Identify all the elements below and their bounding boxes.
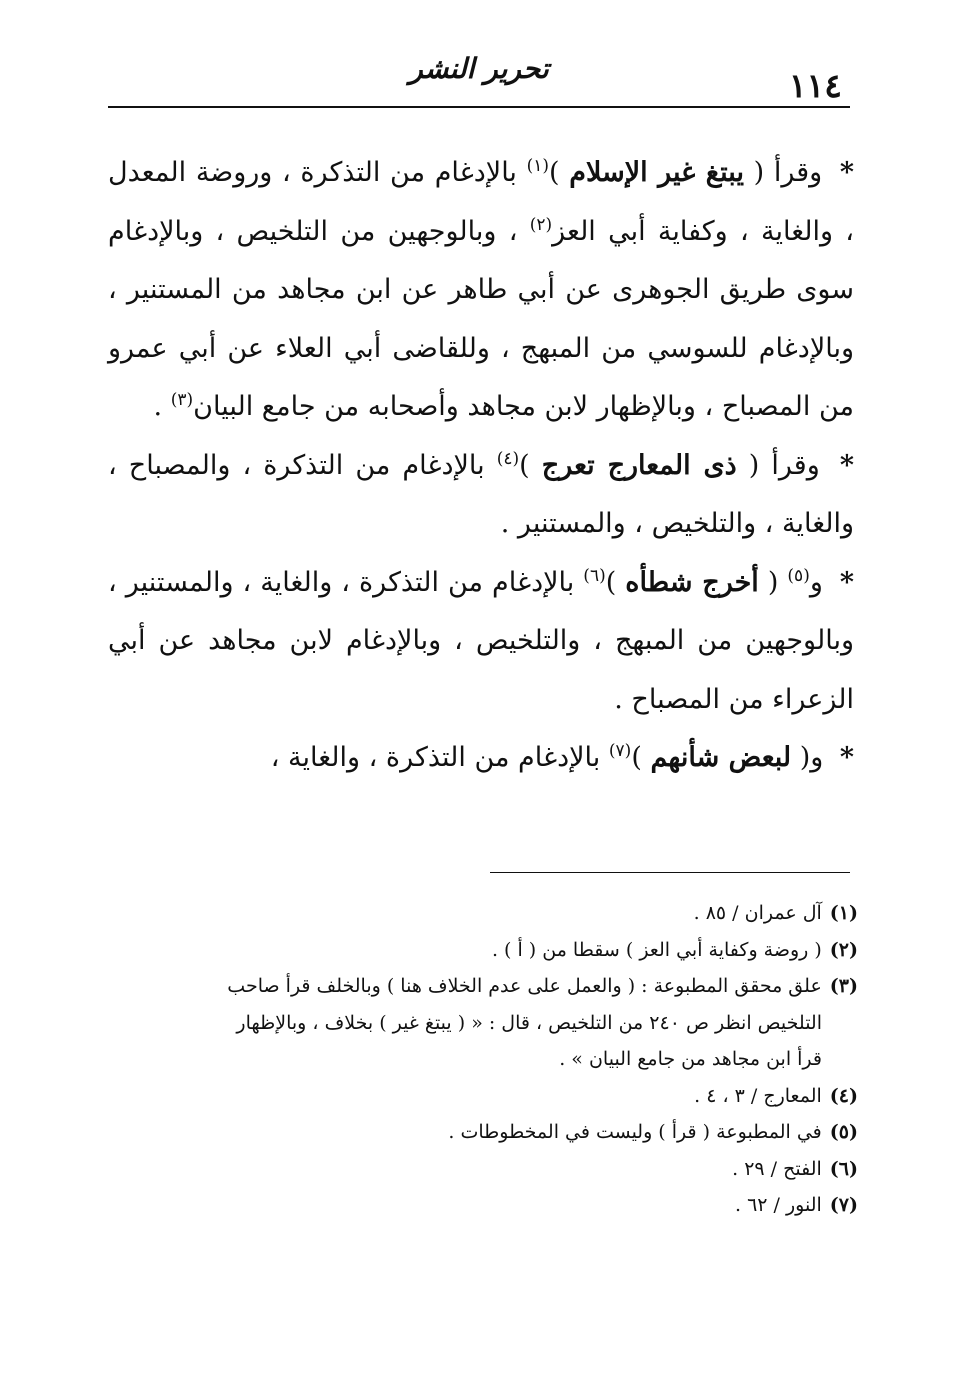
footnote-ref: (٦) <box>583 565 606 586</box>
text-run: ، وبالوجهين من التلخيص ، وبالإدغام سوى طريق الجوهرى عن أبي طاهر عن ابن مجاهد من المستنير ، وبالإدغام للسوسي من المبهج ، وللقاضى أبي العلاء عن أبي عمرو من المصباح ، وبالإظهار لابن مجاهد وأصحابه من جامع البيان <box>108 215 854 422</box>
footnote-ref: (٥) <box>787 565 810 586</box>
footnote-text: الفتح / ٢٩ . <box>732 1157 822 1180</box>
running-title: تحرير النشر <box>409 52 549 85</box>
star-marker: * <box>839 742 854 773</box>
text-run: ) <box>519 449 530 481</box>
footnote-number: (٦) <box>829 1157 858 1180</box>
quran-phrase: ذى المعارج تعرج <box>541 449 737 481</box>
footnote-number: (٤) <box>829 1084 858 1107</box>
footnote-text: المعارج / ٣ ، ٤ . <box>694 1084 822 1107</box>
text-run: وقرأ ( <box>748 449 820 481</box>
footnote-ref: (٤) <box>496 448 520 469</box>
footnote <box>108 1151 858 1188</box>
quran-phrase: لبعض شأنهم <box>650 742 792 773</box>
footnote-text: في المطبوعة ( قرأ ) وليست في المخطوطات . <box>448 1121 822 1143</box>
footnote <box>108 1114 858 1151</box>
quran-phrase: أخرج شطأه <box>625 566 759 598</box>
text-run: ) <box>631 742 642 773</box>
text-run: ) <box>605 566 617 598</box>
footnotes <box>108 895 858 1224</box>
footnote <box>108 1078 858 1115</box>
footnote-number: (٧) <box>829 1194 858 1216</box>
text-run: و( <box>799 742 824 773</box>
main-text <box>108 144 854 788</box>
text-run: ( <box>767 566 779 598</box>
text-run: و <box>809 566 823 598</box>
text-run: بالإدغام من التذكرة ، والغاية ، والمستنير ، وبالوجهين من المبهج ، والتلخيص ، وبالإدغام لابن مجاهد عن أبي الزعراء من المصباح . <box>108 566 854 715</box>
footnote <box>108 1187 858 1224</box>
paragraph-4 <box>108 729 854 788</box>
footnote-number: (٥) <box>829 1121 858 1143</box>
footnote-number: (٢) <box>829 938 858 961</box>
footnote-text: علق محقق المطبوعة : ( والعمل على عدم الخلاف هنا ) وبالخلف قرأ صاحب <box>227 975 822 997</box>
star-marker: * <box>839 449 854 481</box>
footnote-ref: (١) <box>526 156 550 176</box>
page-number: ١١٤ <box>788 66 842 105</box>
quran-phrase: يبتغ غير الإسلام <box>569 157 744 188</box>
text-run: وقرأ ( <box>753 157 823 188</box>
footnote-number: (١) <box>829 902 858 924</box>
footnote-text: ( روضة وكفاية أبي العز ) سقطا من ( أ ) . <box>491 938 822 961</box>
paragraph-3 <box>108 554 854 730</box>
text-run: ) <box>549 157 560 188</box>
footnote-ref: (٢) <box>529 214 553 235</box>
text-run: . <box>153 391 163 422</box>
footnote <box>108 932 858 969</box>
footnote-continuation: التلخيص انظر ص ٢٤٠ من التلخيص ، قال : « ( يبتغ غير ) بخلاف ، وبالإظهار <box>236 1011 822 1034</box>
header-rule <box>108 106 850 108</box>
footnote <box>108 968 858 1005</box>
text-run: بالإدغام من التذكرة ، والغاية ، <box>270 742 601 773</box>
footnote-text: النور / ٦٢ . <box>734 1194 822 1216</box>
text-run: بالإدغام من التذكرة ، والمصباح ، والغاية ، والتلخيص ، والمستنير . <box>108 449 854 539</box>
page-header <box>108 52 850 108</box>
star-marker: * <box>839 566 855 598</box>
paragraph-1 <box>108 144 854 437</box>
footnote-text: آل عمران / ٨٥ . <box>693 902 822 924</box>
star-marker: * <box>839 157 855 188</box>
footnote <box>108 895 858 932</box>
footnote-ref: (٧) <box>608 741 632 761</box>
text-run: بالإدغام من التذكرة ، وروضة المعدل ، والغاية ، وكفاية أبي العز <box>108 157 854 247</box>
footnote-ref: (٣) <box>170 390 194 410</box>
footnote-rule <box>490 872 850 873</box>
footnote-continuation: قرأ ابن مجاهد من جامع البيان » . <box>559 1048 822 1070</box>
paragraph-2 <box>108 437 854 554</box>
footnote-number: (٣) <box>829 975 858 997</box>
